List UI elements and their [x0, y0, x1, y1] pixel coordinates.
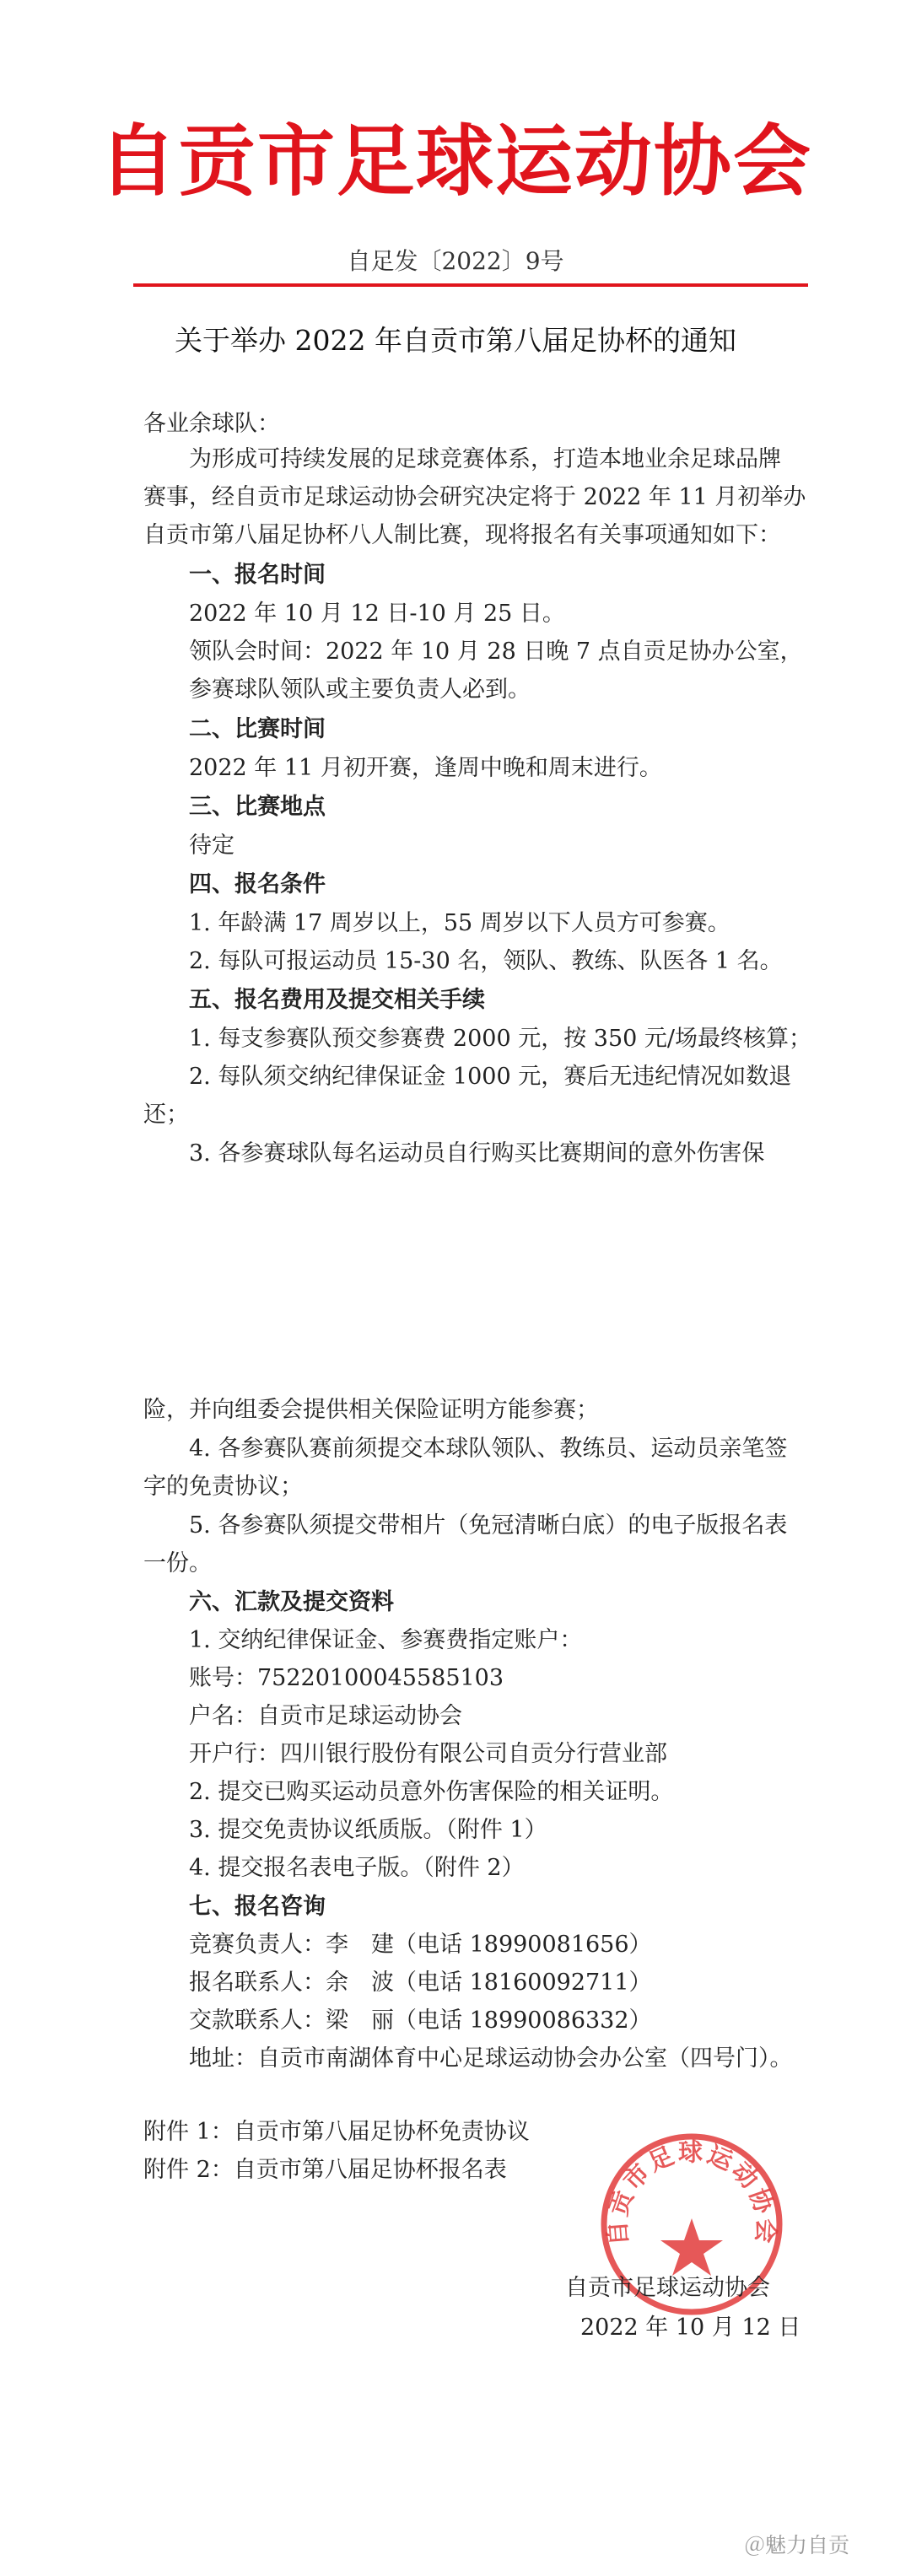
section-heading: 一、报名时间 — [189, 562, 326, 588]
section-heading: 四、报名条件 — [189, 871, 326, 897]
section-line: 2022 年 10 月 12 日-10 月 25 日。 — [189, 601, 565, 627]
document-number: 自足发〔2022〕9号 — [347, 247, 564, 275]
section-heading: 六、汇款及提交资料 — [189, 1589, 394, 1615]
section-line: 险，并向组委会提供相关保险证明方能参赛； — [143, 1397, 599, 1423]
section-line: 4. 提交报名表电子版。（附件 2） — [189, 1855, 525, 1881]
greeting: 各业余球队： — [143, 411, 280, 437]
bank-name: 开户行：四川银行股份有限公司自贡分行营业部 — [189, 1741, 667, 1767]
signature-date: 2022 年 10 月 12 日 — [580, 2315, 801, 2341]
section-line: 1. 每支参赛队预交参赛费 2000 元，按 350 元/场最终核算； — [189, 1026, 812, 1052]
intro-line: 为形成可持续发展的足球竞赛体系，打造本地业余足球品牌 — [189, 446, 781, 472]
section-line: 2. 每队可报运动员 15-30 名，领队、教练、队医各 1 名。 — [189, 948, 783, 974]
section-heading: 七、报名咨询 — [189, 1894, 326, 1920]
attachment-item: 附件 1：自贡市第八届足协杯免责协议 — [143, 2119, 530, 2145]
section-heading: 五、报名费用及提交相关手续 — [189, 987, 485, 1013]
contact-line: 交款联系人：梁 丽（电话 18990086332） — [189, 2007, 652, 2034]
intro-line: 自贡市第八届足协杯八人制比赛，现将报名有关事项通知如下： — [143, 522, 781, 548]
section-line: 2. 每队须交纳纪律保证金 1000 元，赛后无违纪情况如数退 — [189, 1064, 792, 1090]
section-line: 2022 年 11 月初开赛，逢周中晚和周末进行。 — [189, 755, 662, 781]
star-icon — [660, 2218, 723, 2276]
section-line: 参赛球队领队或主要负责人必到。 — [189, 676, 531, 703]
org-title: 自贡市足球运动协会 — [98, 116, 812, 207]
address-line: 地址：自贡市南湖体育中心足球运动协会办公室（四号门）。 — [189, 2045, 793, 2072]
notice-title: 关于举办 2022 年自贡市第八届足协杯的通知 — [175, 324, 736, 357]
section-line: 领队会时间：2022 年 10 月 28 日晚 7 点自贡足协办公室， — [189, 639, 803, 665]
section-line: 还； — [143, 1102, 189, 1128]
attachment-item: 附件 2：自贡市第八届足协杯报名表 — [143, 2157, 507, 2183]
section-heading: 二、比赛时间 — [189, 716, 326, 742]
bank-account-name: 户名：自贡市足球运动协会 — [189, 1703, 462, 1729]
section-line: 1. 交纳纪律保证金、参赛费指定账户： — [189, 1627, 583, 1653]
section-heading: 三、比赛地点 — [189, 794, 326, 820]
section-line: 1. 年龄满 17 周岁以上，55 周岁以下人员方可参赛。 — [189, 910, 730, 936]
contact-line: 竞赛负责人：李 建（电话 18990081656） — [189, 1932, 652, 1958]
section-line: 2. 提交已购买运动员意外伤害保险的相关证明。 — [189, 1779, 674, 1805]
section-line: 3. 提交免责协议纸质版。（附件 1） — [189, 1817, 547, 1843]
bank-account-number: 账号：75220100045585103 — [189, 1665, 504, 1691]
contact-line: 报名联系人：余 波（电话 18160092711） — [189, 1970, 652, 1996]
section-line: 3. 各参赛球队每名运动员自行购买比赛期间的意外伤害保 — [189, 1140, 765, 1167]
section-line: 4. 各参赛队赛前须提交本球队领队、教练员、运动员亲笔签 — [189, 1436, 788, 1462]
source-watermark: ＠魅力自贡 — [744, 2533, 850, 2557]
red-divider — [133, 283, 808, 287]
section-line: 一份。 — [143, 1550, 212, 1576]
intro-line: 赛事，经自贡市足球运动协会研究决定将于 2022 年 11 月初举办 — [143, 484, 806, 510]
section-line: 字的免责协议； — [143, 1474, 303, 1500]
signature-org: 自贡市足球运动协会 — [565, 2275, 770, 2301]
svg-text:自贡市足球运动协会: 自贡市足球运动协会 — [602, 2137, 781, 2247]
section-line: 5. 各参赛队须提交带相片（免冠清晰白底）的电子版报名表 — [189, 1512, 788, 1539]
section-line: 待定 — [189, 833, 234, 859]
